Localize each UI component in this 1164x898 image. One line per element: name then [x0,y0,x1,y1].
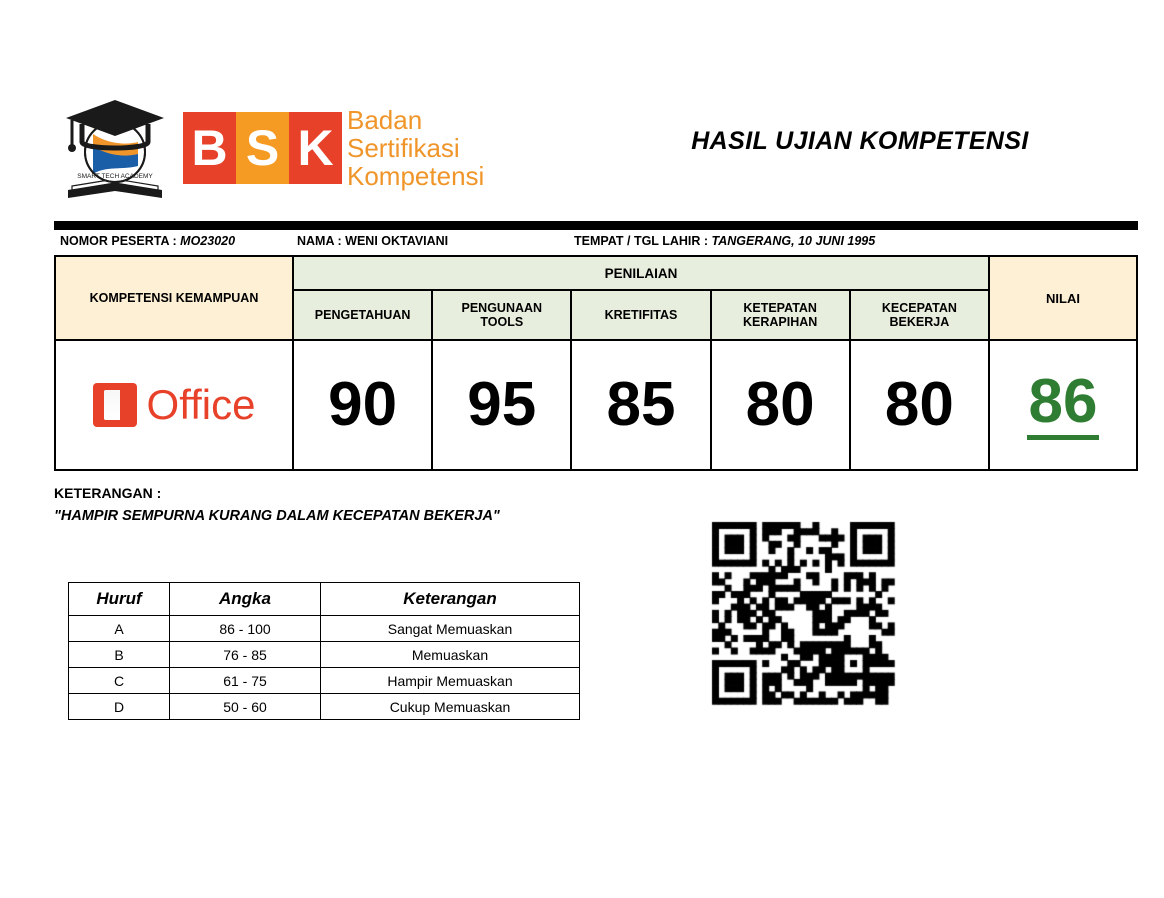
keterangan-text: "HAMPIR SEMPURNA KURANG DALAM KECEPATAN BEKERJA" [54,508,500,524]
bsk-wordmark [347,106,484,190]
grade-keterangan-a: Sangat Memuaskan [321,616,580,642]
svg-text:SMART TECH ACADEMY: SMART TECH ACADEMY [77,173,153,180]
bsk-word-badan: Badan [347,105,423,135]
bsk-logo [55,84,525,204]
grade-keterangan-b: Memuaskan [321,642,580,668]
office-logo [56,383,292,427]
participant-nama-label: NAMA : [297,234,342,248]
grade-angka-a: 86 - 100 [170,616,321,642]
header-penilaian-group: PENILAIAN [293,256,989,290]
participant-tempat-label: TEMPAT / TGL LAHIR : [574,234,709,248]
grade-header-row [69,583,580,616]
participant-nama-value: WENI OKTAVIANI [345,234,449,248]
table-row [69,616,580,642]
participant-tempat-tgl-lahir [574,234,875,248]
header-kecepatan-line2: BEKERJA [889,315,950,329]
bsk-letter-b: B [183,112,236,184]
header-pengetahuan [293,290,432,340]
bsk-letter-k: K [289,112,342,184]
grade-huruf-c: C [69,668,170,694]
header-nilai: NILAI [989,256,1137,340]
document-header [0,72,1164,212]
competency-office-cell [55,340,293,470]
grade-angka-b: 76 - 85 [170,642,321,668]
office-label: Office [146,381,256,428]
grade-angka-c: 61 - 75 [170,668,321,694]
participant-nomor [60,234,235,248]
header-pengunaan-tools-line1: PENGUNAAN [461,300,543,315]
score-ketepatan-kerapihan: 80 [711,340,850,470]
final-score-value: 86 [1027,371,1100,440]
participant-nomor-label: NOMOR PESERTA : [60,234,177,248]
final-score-cell [989,340,1137,470]
score-pengunaan-tools: 95 [432,340,571,470]
table-row [55,340,1137,470]
score-table-header-row-1 [55,256,1137,290]
score-kecepatan-bekerja: 80 [850,340,989,470]
header-kompetensi-kemampuan: KOMPETENSI KEMAMPUAN [55,256,293,340]
table-row [69,694,580,720]
participant-tempat-value: TANGERANG, 10 JUNI 1995 [711,234,876,248]
table-row [69,642,580,668]
participant-info-row [54,232,1138,254]
header-kretifitas-label: KRETIFITAS [604,307,678,322]
grade-angka-d: 50 - 60 [170,694,321,720]
header-kecepatan-bekerja [850,290,989,340]
grade-huruf-a: A [69,616,170,642]
header-pengunaan-tools [432,290,571,340]
bsk-letter-s: S [236,112,289,184]
table-row [69,668,580,694]
bsk-letter-blocks [183,112,343,184]
grade-keterangan-c: Hampir Memuaskan [321,668,580,694]
header-divider-bar [54,221,1138,230]
graduation-cap-logo-icon [60,94,170,209]
office-icon [93,383,137,427]
score-table [54,255,1138,471]
header-ketepatan-line2: KERAPIHAN [743,315,818,329]
participant-nama [297,234,448,248]
header-kecepatan-line1: KECEPATAN [881,300,957,315]
bsk-word-kompetensi: Kompetensi [347,161,485,192]
header-ketepatan-kerapihan [711,290,850,340]
keterangan-block [54,485,754,524]
page-title: HASIL UJIAN KOMPETENSI [691,127,1029,155]
grade-header-angka: Angka [170,583,321,616]
grade-header-keterangan: Keterangan [321,583,580,616]
participant-nomor-value: MO23020 [180,234,236,248]
grade-header-huruf: Huruf [69,583,170,616]
header-kretifitas [571,290,710,340]
header-pengunaan-tools-line2: TOOLS [480,315,524,329]
grade-huruf-d: D [69,694,170,720]
header-pengetahuan-label: PENGETAHUAN [314,307,411,322]
score-pengetahuan: 90 [293,340,432,470]
header-ketepatan-line1: KETEPATAN [743,300,817,315]
grade-keterangan-d: Cukup Memuaskan [321,694,580,720]
grade-legend-table [68,582,580,720]
qr-code-canvas [708,518,898,713]
keterangan-title: KETERANGAN : [54,485,162,501]
grade-huruf-b: B [69,642,170,668]
bsk-word-sertifikasi: Sertifikasi [347,133,460,164]
score-kretifitas: 85 [571,340,710,470]
qr-code [708,518,898,713]
